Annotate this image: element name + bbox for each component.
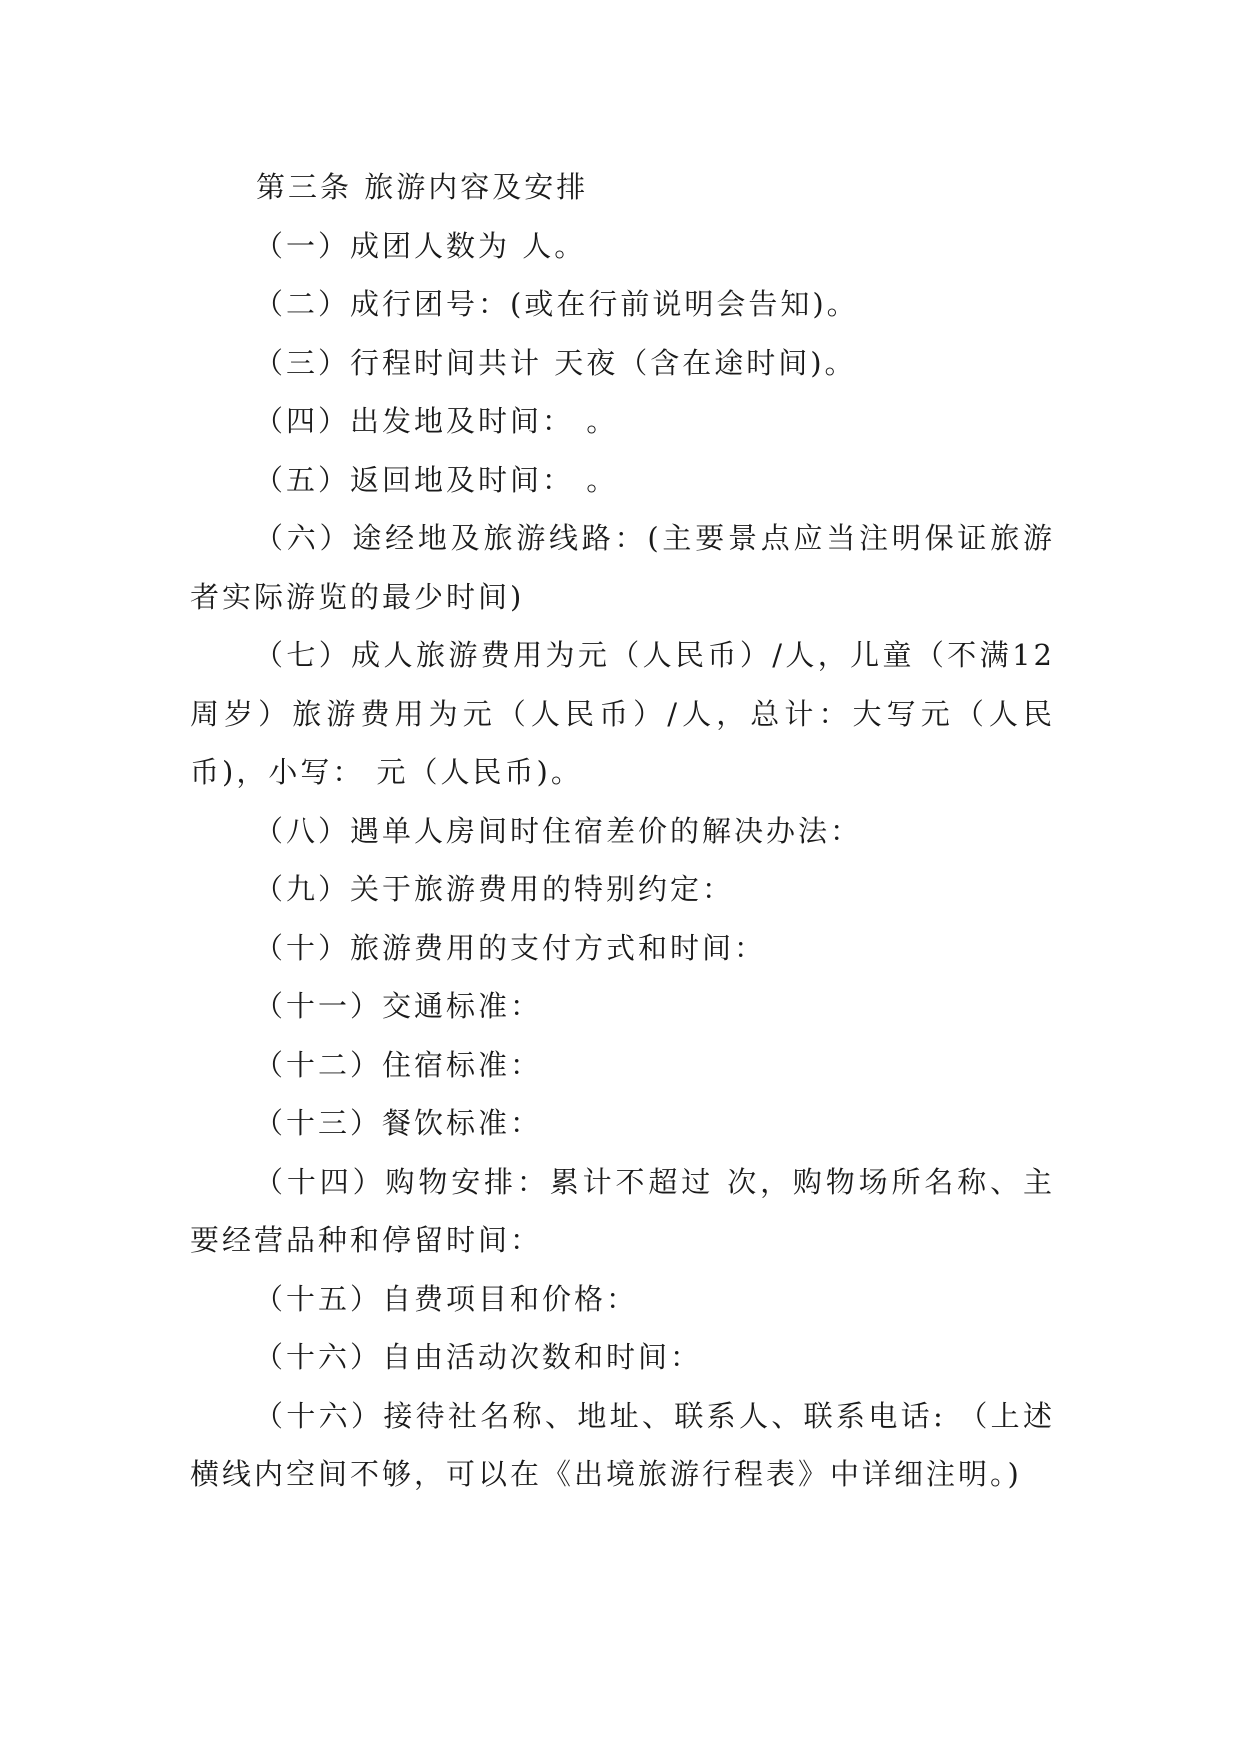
item-7-fees: （七）成人旅游费用为元（人民币）/人，儿童（不满12周岁）旅游费用为元（人民币）/人，总计：大写元（人民币)，小写： 元（人民币)。 bbox=[190, 638, 1055, 789]
item-15-optional-items: （十五）自费项目和价格： bbox=[254, 1281, 639, 1316]
item-1-group-size: （一）成团人数为 人。 bbox=[254, 228, 587, 263]
item-3-duration: （三）行程时间共计 天夜（含在途时间)。 bbox=[254, 345, 857, 380]
item-2-tour-number: （二）成行团号：(或在行前说明会告知)。 bbox=[254, 287, 859, 321]
item-8-single-room: （八）遇单人房间时住宿差价的解决办法： bbox=[254, 813, 863, 848]
item-5-return: （五）返回地及时间： 。 bbox=[254, 462, 619, 497]
article-heading: 第三条 旅游内容及安排 bbox=[256, 170, 589, 204]
item-9-special-fee-terms: （九）关于旅游费用的特别约定： bbox=[254, 872, 735, 906]
item-6-route: （六）途经地及旅游线路：(主要景点应当注明保证旅游者实际游览的最少时间) bbox=[190, 521, 1055, 614]
item-16-receiving-agency: （十六）接待社名称、地址、联系人、联系电话: （上述横线内空间不够，可以在《出境旅游行程表》中详细注明。) bbox=[190, 1398, 1055, 1491]
item-4-departure: （四）出发地及时间： 。 bbox=[254, 404, 619, 438]
document-body bbox=[190, 158, 1055, 1504]
item-14-shopping: （十四）购物安排：累计不超过 次，购物场所名称、主要经营品种和停留时间： bbox=[190, 1164, 1055, 1257]
item-12-accommodation: （十二）住宿标准： bbox=[254, 1047, 543, 1082]
item-11-transport: （十一）交通标准： bbox=[254, 989, 543, 1023]
item-13-meals: （十三）餐饮标准： bbox=[254, 1106, 543, 1140]
item-10-payment: （十）旅游费用的支付方式和时间： bbox=[254, 930, 767, 965]
item-16-free-time: （十六）自由活动次数和时间： bbox=[254, 1340, 703, 1374]
